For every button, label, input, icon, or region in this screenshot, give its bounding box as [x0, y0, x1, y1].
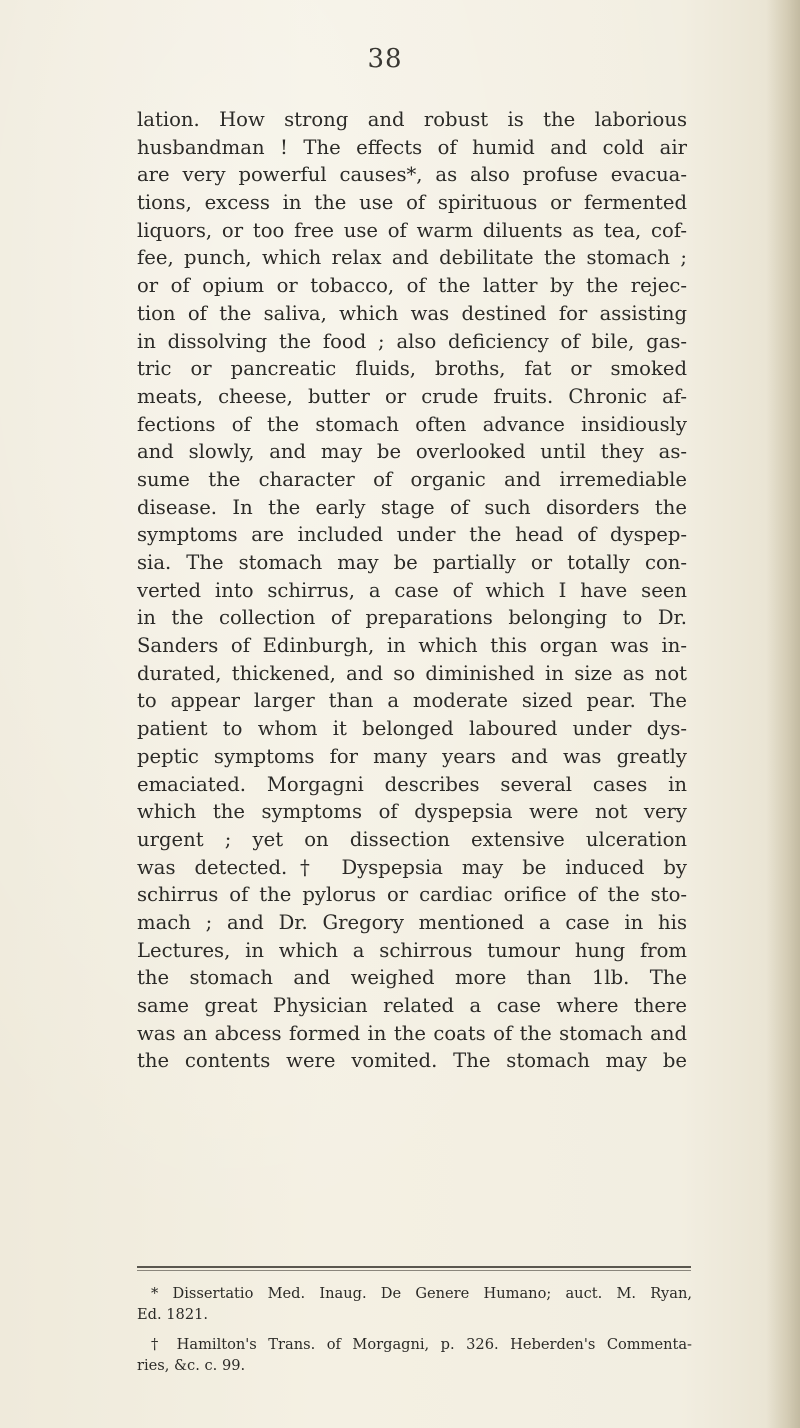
- text-line: tions, excess in the use of spirituous or fermented: [137, 191, 687, 215]
- text-line: meats, cheese, butter or crude fruits. Chronic af-: [137, 384, 687, 408]
- text-line: Sanders of Edinburgh, in which this organ was in-: [137, 634, 687, 658]
- text-line: the contents were vomited. The stomach may be: [137, 1049, 687, 1073]
- text-line: same great Physician related a case where there: [137, 994, 687, 1017]
- body-text: [137, 106, 687, 1075]
- text-line: fee, punch, which relax and debilitate the stomach ;: [137, 246, 687, 270]
- text-line: in dissolving the food ; also deficiency of bile, gas-: [137, 329, 687, 353]
- text-line: emaciated. Morgagni describes several cases in: [137, 772, 687, 796]
- footnote: [137, 1284, 692, 1325]
- text-line: are very powerful causes*, as also profuse evacua-: [137, 163, 687, 187]
- footnote: [137, 1335, 692, 1376]
- page-edge-shadow: [766, 0, 800, 1428]
- text-line: liquors, or too free use of warm diluents as tea, cof-: [137, 218, 687, 242]
- text-line: or of opium or tobacco, of the latter by the rejec-: [137, 274, 687, 298]
- text-line: Lectures, in which a schirrous tumour hung from: [137, 938, 687, 962]
- text-line: disease. In the early stage of such disorders the: [137, 495, 687, 519]
- text-line: verted into schirrus, a case of which I have seen: [137, 578, 687, 602]
- page-number: 38: [367, 44, 403, 74]
- text-line: to appear larger than a moderate sized pear. The: [137, 689, 687, 713]
- text-line: the stomach and weighed more than 1lb. The: [137, 966, 687, 990]
- footnote-line: † Hamilton's Trans. of Morgagni, p. 326. Heberden's Commenta-: [151, 1336, 692, 1353]
- text-line: in the collection of preparations belonging to Dr.: [137, 606, 687, 630]
- text-line: urgent ; yet on dissection extensive ulceration: [137, 827, 687, 851]
- text-line: was an abcess formed in the coats of the stomach and: [137, 1021, 687, 1045]
- footnote-spacer: [137, 1325, 692, 1335]
- text-line: which the symptoms of dyspepsia were not very: [137, 800, 687, 824]
- text-line: durated, thickened, and so diminished in size as not: [137, 661, 687, 685]
- text-line: tric or pancreatic fluids, broths, fat or smoked: [137, 357, 687, 381]
- footnote-rule-thin: [137, 1270, 691, 1271]
- text-line: lation. How strong and robust is the laborious: [137, 108, 687, 131]
- footnotes: [137, 1284, 692, 1376]
- text-line: was detected.† Dyspepsia may be induced by: [137, 855, 687, 879]
- footnote-line: Ed. 1821.: [137, 1305, 209, 1323]
- footnote-rule: [137, 1266, 691, 1268]
- text-line: tion of the saliva, which was destined for assisting: [137, 301, 687, 325]
- text-line: husbandman ! The effects of humid and cold air: [137, 135, 687, 159]
- footnote-line: * Dissertatio Med. Inaug. De Genere Humano; auct. M. Ryan,: [151, 1285, 692, 1302]
- text-line: fections of the stomach often advance insidiously: [137, 412, 687, 436]
- text-line: and slowly, and may be overlooked until they as-: [137, 440, 687, 464]
- text-line: peptic symptoms for many years and was greatly: [137, 744, 687, 768]
- text-line: sume the character of organic and irremediable: [137, 467, 687, 491]
- footnote-line: ries, &c. c. 99.: [137, 1356, 246, 1374]
- text-line: sia. The stomach may be partially or totally con-: [137, 551, 687, 574]
- text-line: symptoms are included under the head of dyspep-: [137, 523, 687, 547]
- text-line: patient to whom it belonged laboured under dys-: [137, 717, 687, 741]
- text-line: schirrus of the pylorus or cardiac orifice of the sto-: [137, 883, 687, 907]
- text-line: mach ; and Dr. Gregory mentioned a case in his: [137, 910, 687, 934]
